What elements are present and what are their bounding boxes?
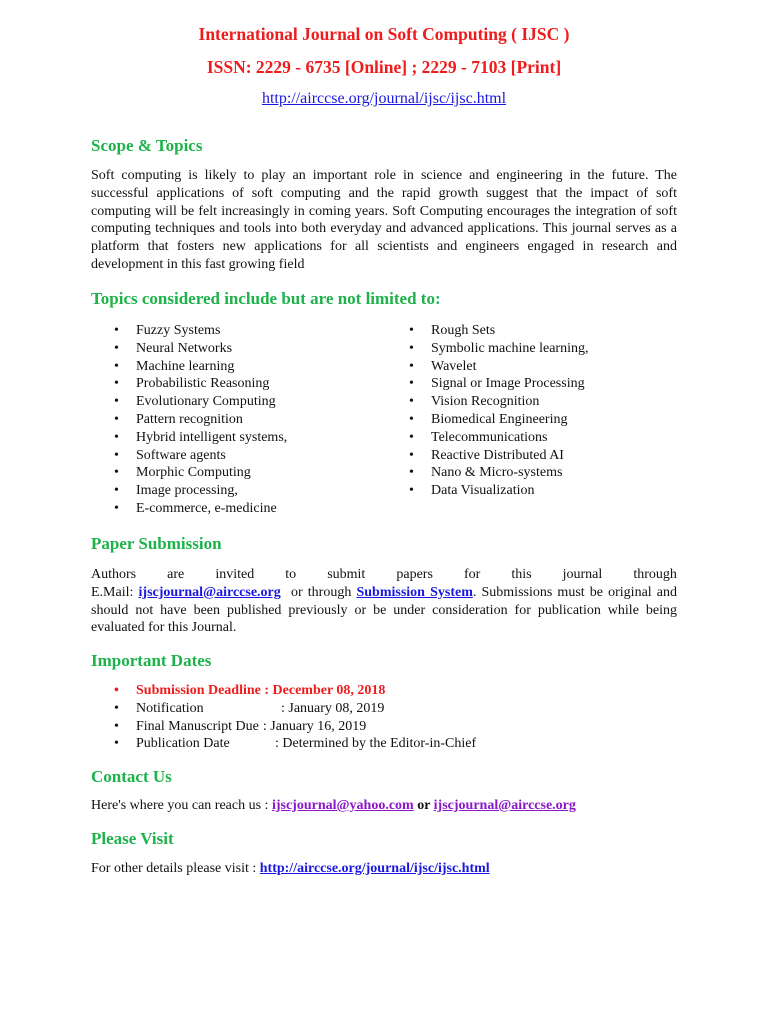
topic-list-item: [111, 447, 287, 465]
topic-list-item: [111, 322, 287, 340]
topic-list-item: [406, 393, 588, 411]
date-list-item: [111, 718, 476, 736]
or-through-text: or through: [280, 584, 357, 600]
date-list-item: [111, 735, 476, 753]
topic-label: Machine learning: [136, 358, 235, 374]
topic-label: Telecommunications: [431, 429, 548, 445]
topic-list-item: [111, 393, 287, 411]
topic-list-item: [406, 482, 588, 500]
bullet-icon: •: [409, 323, 414, 338]
topics-left-list: [111, 322, 287, 518]
email-prefix: E.Mail:: [91, 584, 139, 600]
bullet-icon: •: [114, 500, 119, 516]
scope-paragraph: Soft computing is likely to play an important role in science and engineering in the future. The successful applications of soft computing and the rapid growth suggest that the impact of soft computing will be felt increasingly in coming years. Soft Computing encourages the integration of soft computing techniques and tools into both everyday and advanced applications. This journal serves as a platform that fosters new applications for all scientists and engineers engaged in research and development in this fast growing field: [91, 168, 677, 272]
bullet-icon: •: [114, 683, 119, 698]
contact-or-text: or: [413, 798, 434, 813]
topic-label: Neural Networks: [136, 340, 233, 356]
bullet-icon: •: [114, 411, 119, 427]
topic-label: Software agents: [136, 447, 226, 463]
topic-list-item: [406, 411, 588, 429]
date-value: : January 16, 2019: [262, 718, 367, 734]
bullet-icon: •: [114, 358, 119, 374]
bullet-icon: •: [114, 718, 119, 734]
topic-label: Fuzzy Systems: [136, 323, 221, 338]
bullet-icon: •: [409, 376, 414, 392]
date-value: : Determined by the Editor-in-Chief: [275, 736, 477, 752]
date-list-item: [111, 700, 476, 718]
topic-label: Biomedical Engineering: [431, 411, 568, 427]
topic-list-item: [111, 375, 287, 393]
submission-word: journal: [562, 567, 603, 582]
bullet-icon: •: [409, 394, 414, 410]
bullet-icon: •: [114, 483, 119, 499]
topics-heading: Topics considered include but are not limited to:: [91, 289, 441, 308]
topic-label: Nano & Micro-systems: [431, 465, 563, 481]
topic-label: Data Visualization: [431, 483, 535, 499]
visit-heading: Please Visit: [91, 829, 174, 848]
submission-word: this: [511, 567, 532, 582]
submission-rest-text: . Submissions must be original and should not have been published previously or be under consideration for publication while being evaluated for this Journal.: [91, 584, 678, 636]
topic-list-item: [406, 447, 588, 465]
bullet-icon: •: [409, 429, 414, 445]
topic-list-item: [406, 375, 588, 393]
date-label: Notification: [136, 700, 204, 716]
topic-label: Image processing,: [136, 483, 238, 499]
bullet-icon: •: [409, 483, 414, 499]
topic-label: Probabilistic Reasoning: [136, 376, 270, 392]
topic-label: Reactive Distributed AI: [431, 447, 564, 463]
topics-right-list: [406, 322, 588, 500]
topic-list-item: [111, 411, 287, 429]
topic-label: Wavelet: [431, 358, 477, 374]
date-list-item: [111, 682, 476, 700]
submission-paragraph: [91, 566, 677, 637]
topic-list-item: [406, 322, 588, 340]
topic-label: Pattern recognition: [136, 411, 243, 427]
topic-list-item: [406, 429, 588, 447]
topic-label: Signal or Image Processing: [431, 376, 585, 392]
submission-word: invited: [215, 567, 255, 582]
submission-heading: Paper Submission: [91, 534, 222, 553]
topic-label: Vision Recognition: [431, 394, 540, 410]
submission-word: for: [463, 567, 481, 582]
contact-email-yahoo-link[interactable]: ijscjournal@yahoo.com: [271, 798, 414, 813]
submission-email-link[interactable]: ijscjournal@airccse.org: [138, 584, 281, 600]
date-label: Publication Date: [136, 736, 230, 752]
contact-email-airccse-link[interactable]: ijscjournal@airccse.org: [433, 798, 576, 813]
visit-url-link[interactable]: http://airccse.org/journal/ijsc/ijsc.html: [259, 861, 490, 876]
topic-label: Rough Sets: [431, 323, 496, 338]
bullet-icon: •: [409, 358, 414, 374]
submission-first-line: [91, 566, 677, 584]
contact-heading: Contact Us: [91, 767, 172, 786]
contact-prefix: Here's where you can reach us :: [91, 798, 272, 813]
topic-list-item: [111, 500, 287, 518]
submission-word: submit: [327, 567, 366, 582]
contact-line: [91, 798, 576, 814]
journal-title: International Journal on Soft Computing ( IJSC ): [198, 24, 570, 44]
topic-list-item: [111, 340, 287, 358]
scope-heading: Scope & Topics: [91, 136, 203, 155]
visit-line: [91, 861, 490, 877]
bullet-icon: •: [409, 447, 414, 463]
date-value: : January 08, 2019: [281, 700, 385, 716]
bullet-icon: •: [114, 394, 119, 410]
submission-word: Authors: [91, 567, 137, 582]
topic-label: Morphic Computing: [136, 465, 251, 481]
bullet-icon: •: [114, 447, 119, 463]
journal-url-link[interactable]: http://airccse.org/journal/ijsc/ijsc.html: [261, 90, 507, 107]
dates-list: [111, 682, 476, 753]
submission-word: through: [633, 567, 677, 582]
submission-system-link[interactable]: Submission System: [356, 584, 473, 600]
visit-prefix: For other details please visit :: [91, 861, 260, 876]
bullet-icon: •: [114, 465, 119, 481]
bullet-icon: •: [114, 429, 119, 445]
topic-list-item: [111, 482, 287, 500]
issn-line: ISSN: 2229 - 6735 [Online] ; 2229 - 7103 [Print]: [206, 57, 562, 77]
date-label: Final Manuscript Due: [136, 718, 259, 734]
topic-list-item: [111, 358, 287, 376]
bullet-icon: •: [114, 700, 119, 716]
topic-label: Symbolic machine learning,: [431, 340, 589, 356]
submission-word: are: [167, 567, 185, 582]
topic-list-item: [406, 340, 588, 358]
topic-list-item: [111, 429, 287, 447]
journal-url-line: [0, 90, 768, 108]
submission-word: to: [285, 567, 297, 582]
submission-word: papers: [396, 567, 433, 582]
bullet-icon: •: [409, 340, 414, 356]
topic-list-item: [406, 358, 588, 376]
topic-label: Hybrid intelligent systems,: [136, 429, 288, 445]
bullet-icon: •: [114, 376, 119, 392]
bullet-icon: •: [409, 411, 414, 427]
bullet-icon: •: [409, 465, 414, 481]
topic-list-item: [111, 464, 287, 482]
bullet-icon: •: [114, 340, 119, 356]
topic-label: E-commerce, e-medicine: [136, 500, 277, 516]
bullet-icon: •: [114, 323, 119, 338]
bullet-icon: •: [114, 736, 119, 752]
dates-heading: Important Dates: [91, 651, 212, 670]
topic-list-item: [406, 464, 588, 482]
topic-label: Evolutionary Computing: [136, 394, 276, 410]
date-label: Submission Deadline : December 08, 2018: [136, 683, 386, 698]
